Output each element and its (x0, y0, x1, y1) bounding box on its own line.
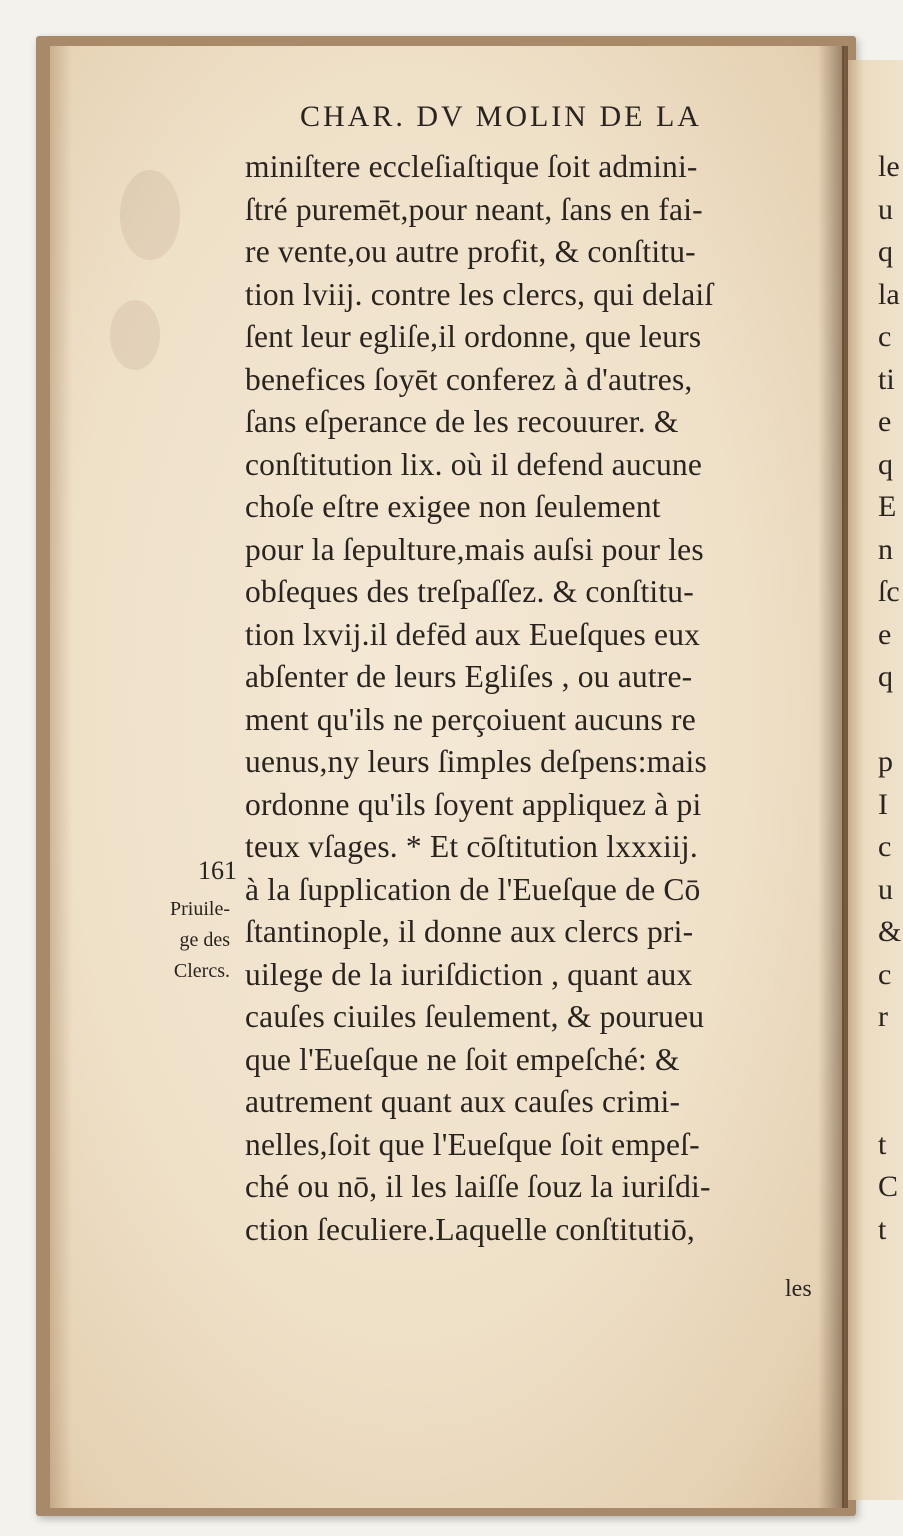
facing-page-line: p (878, 745, 893, 778)
facing-page-line: c (878, 957, 892, 991)
text-line: benefices ſoyēt conferez à d'autres, (245, 361, 693, 397)
facing-page-line: I (878, 787, 888, 821)
facing-page-line: e (878, 617, 892, 651)
text-line: tion lviij. contre les clercs, qui delaiſ (245, 276, 714, 312)
facing-page-line: ſc (878, 575, 900, 608)
facing-page-line: u (878, 192, 893, 226)
facing-page-line: le (878, 150, 900, 183)
text-line: nelles,ſoit que l'Eueſque ſoit empeſ- (245, 1126, 700, 1162)
text-line: que l'Eueſque ne ſoit empeſché: & (245, 1041, 680, 1077)
facing-page-line: r (878, 1000, 888, 1033)
facing-page-line: t (878, 1212, 887, 1246)
paper-stain (110, 300, 160, 370)
marginal-note (130, 894, 230, 987)
text-line: à la ſupplication de l'Eueſque de Cō (245, 871, 701, 907)
text-line: cauſes ciuiles ſeulement, & pourueu (245, 999, 705, 1034)
facing-page-line: e (878, 405, 892, 438)
facing-page-line: c (878, 830, 892, 863)
text-line: ſtré puremēt,pour neant, ſans en fai- (245, 191, 703, 227)
text-line: conſtitution lix. où il defend aucune (245, 446, 703, 482)
text-line: ſent leur egliſe,il ordonne, que leurs (245, 319, 702, 354)
facing-page-line: ti (878, 362, 895, 396)
text-line: teux vſages. * Et cōſtitution lxxxiij. (245, 829, 698, 864)
text-line: ordonne qu'ils ſoyent appliquez à pi (245, 786, 702, 822)
facing-page-line: q (878, 235, 893, 268)
facing-page-line: t (878, 1127, 887, 1161)
facing-page-line: C (878, 1170, 899, 1203)
text-line: tion lxvij.il defēd aux Eueſques eux (245, 616, 701, 652)
facing-page-line: la (878, 277, 900, 311)
page-left-shadow (50, 46, 72, 1508)
marginal-note-line: Clercs. (173, 960, 230, 982)
text-line: ction ſeculiere.Laquelle conſtitutiō, (245, 1211, 695, 1247)
facing-page-text (878, 146, 903, 1251)
folio-marker: 161 (198, 856, 237, 885)
facing-page-line: u (878, 872, 893, 906)
text-line: ment qu'ils ne perçoiuent aucuns re (245, 701, 696, 737)
facing-page-line: E (878, 490, 897, 523)
marginal-note-line: ge des (179, 929, 230, 951)
catchword: les (785, 1276, 812, 1302)
page-body-text (245, 146, 825, 1251)
facing-page-line: n (878, 532, 893, 566)
text-line: obſeques des treſpaſſez. & conſtitu- (245, 574, 694, 609)
text-line: pour la ſepulture,mais auſsi pour les (245, 531, 704, 567)
text-line: re vente,ou autre profit, & conſtitu- (245, 234, 696, 269)
text-line: uilege de la iuriſdiction , quant aux (245, 956, 693, 992)
text-line: ché ou nō, il les laiſſe ſouz la iuriſdi- (245, 1169, 711, 1204)
running-head: CHAR. DV MOLIN DE LA (300, 100, 702, 133)
facing-page-line (878, 699, 903, 742)
text-line: uenus,ny leurs ſimples deſpens:mais (245, 744, 707, 779)
text-line: choſe eſtre exigee non ſeulement (245, 489, 661, 524)
facing-page-line (878, 1039, 903, 1082)
text-line: ſtantinople, il donne aux clercs pri- (245, 914, 694, 949)
text-line: ſans eſperance de les recouurer. & (245, 404, 679, 439)
text-line: miniſtere eccleſiaſtique ſoit admini- (245, 149, 698, 184)
facing-page-line: & (878, 915, 902, 948)
text-line: autrement quant aux cauſes crimi- (245, 1084, 681, 1119)
paper-stain (120, 170, 180, 260)
facing-page-line: q (878, 447, 893, 481)
marginal-note-line: Priuile- (170, 898, 230, 920)
facing-page-line: q (878, 660, 893, 693)
text-line: abſenter de leurs Egliſes , ou autre- (245, 659, 693, 694)
facing-page-line: c (878, 320, 892, 353)
facing-page-line (878, 1081, 903, 1124)
